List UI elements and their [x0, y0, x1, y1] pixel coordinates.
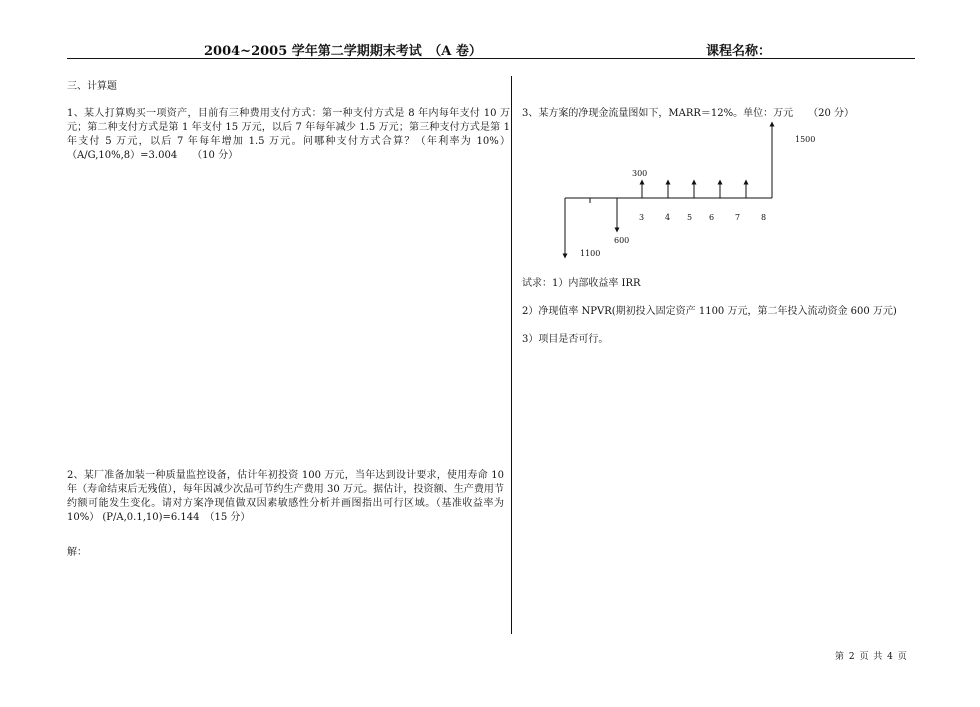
solution-label: 解： — [67, 547, 87, 558]
course-name-field — [706, 40, 819, 59]
section-title: 三、计算题 — [67, 81, 117, 92]
question-3: 3、某方案的净现金流量图如下，MARR＝12%。单位：万元 （20 分） — [522, 108, 855, 119]
course-name-label: 课程名称： — [706, 44, 772, 59]
column-divider — [511, 76, 512, 634]
question-2: 2、某厂准备加装一种质量监控设备，估计年初投资 100 万元，当年达到设计要求，使用寿命 10 年（寿命结束后无残值），每年因减少次品可节约生产费用 30 万元。据估计，投资额、生产费用节约额可能发生变化。请对方案净现值做双因素敏感性分析并画图指出可行区域。（基准收益率为 10%） (P/A,0.1,10)=6.144 （15 分） — [67, 470, 504, 523]
label-period-6: 6 — [709, 213, 715, 222]
label-period-7: 7 — [735, 213, 741, 222]
label-outflow-0: 1100 — [580, 249, 601, 258]
requirement-2: 2）净现值率 NPVR(期初投入固定资产 1100 万元，第二年投入流动资金 600 万元) — [522, 306, 897, 317]
label-outflow-2: 600 — [614, 236, 630, 245]
cash-flow-diagram — [520, 120, 816, 270]
page-number: 第 2 页 共 4 页 — [835, 652, 908, 662]
question-1: 1、某人打算购买一项资产，目前有三种费用支付方式：第一种支付方式是 8 年内每年支付 10 万元；第二种支付方式是第 1 年支付 15 万元，以后 7 年每年减少 1.5 万元；第三种支付方式是第 1 年支付 5 万元，以后 7 年每年增加 1.5 万元。问哪种支付方式合算？（年利率为 10%）（A/G,10%,8）=3.004 （10 分） — [67, 108, 510, 161]
label-final-inflow: 1500 — [795, 135, 816, 144]
label-period-4: 4 — [665, 213, 671, 222]
header-rule — [67, 58, 915, 59]
label-inflow: 300 — [632, 169, 648, 178]
label-period-5: 5 — [687, 213, 693, 222]
label-period-8: 8 — [761, 213, 767, 222]
exam-title: 2004~2005 学年第二学期期末考试 （A 卷） — [204, 44, 482, 59]
requirement-3: 3）项目是否可行。 — [522, 334, 609, 345]
label-period-3: 3 — [639, 213, 645, 222]
requirement-1: 试求：1）内部收益率 IRR — [522, 278, 641, 289]
